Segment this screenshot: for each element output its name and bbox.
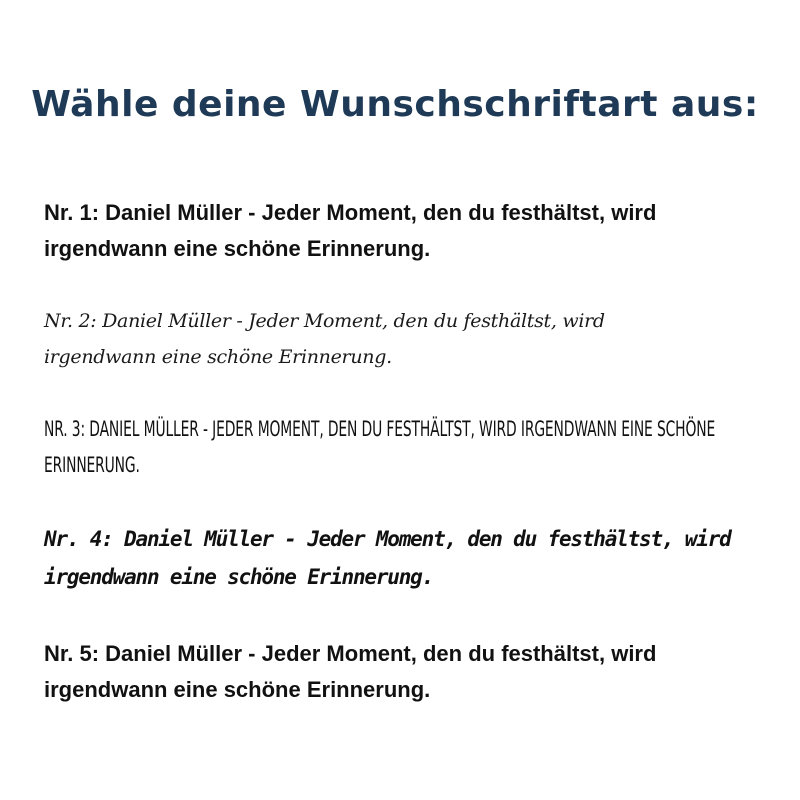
font-sample-5[interactable]: Nr. 5: Daniel Müller - Jeder Moment, den du festhältst, wird irgendwann eine schöne Erinnerung.	[44, 641, 657, 702]
font-sample-4[interactable]: Nr. 4: Daniel Müller - Jeder Moment, den du festhältst, wird irgendwann eine schöne Erinnerung.	[44, 527, 731, 589]
page-title: Wähle deine Wunschschriftart aus:	[31, 84, 759, 125]
font-sample-2[interactable]: Nr. 2: Daniel Müller - Jeder Moment, den du festhältst, wird irgendwann eine schöne Erinnerung.	[44, 310, 605, 368]
font-sample-1[interactable]: Nr. 1: Daniel Müller - Jeder Moment, den du festhältst, wird irgendwann eine schöne Erinnerung.	[44, 200, 657, 261]
font-sample-3[interactable]: NR. 3: DANIEL MÜLLER - JEDER MOMENT, DEN DU FESTHÄLTST, WIRD IRGENDWANN EINE SCHÖNE ERINNERUNG.	[44, 417, 716, 477]
